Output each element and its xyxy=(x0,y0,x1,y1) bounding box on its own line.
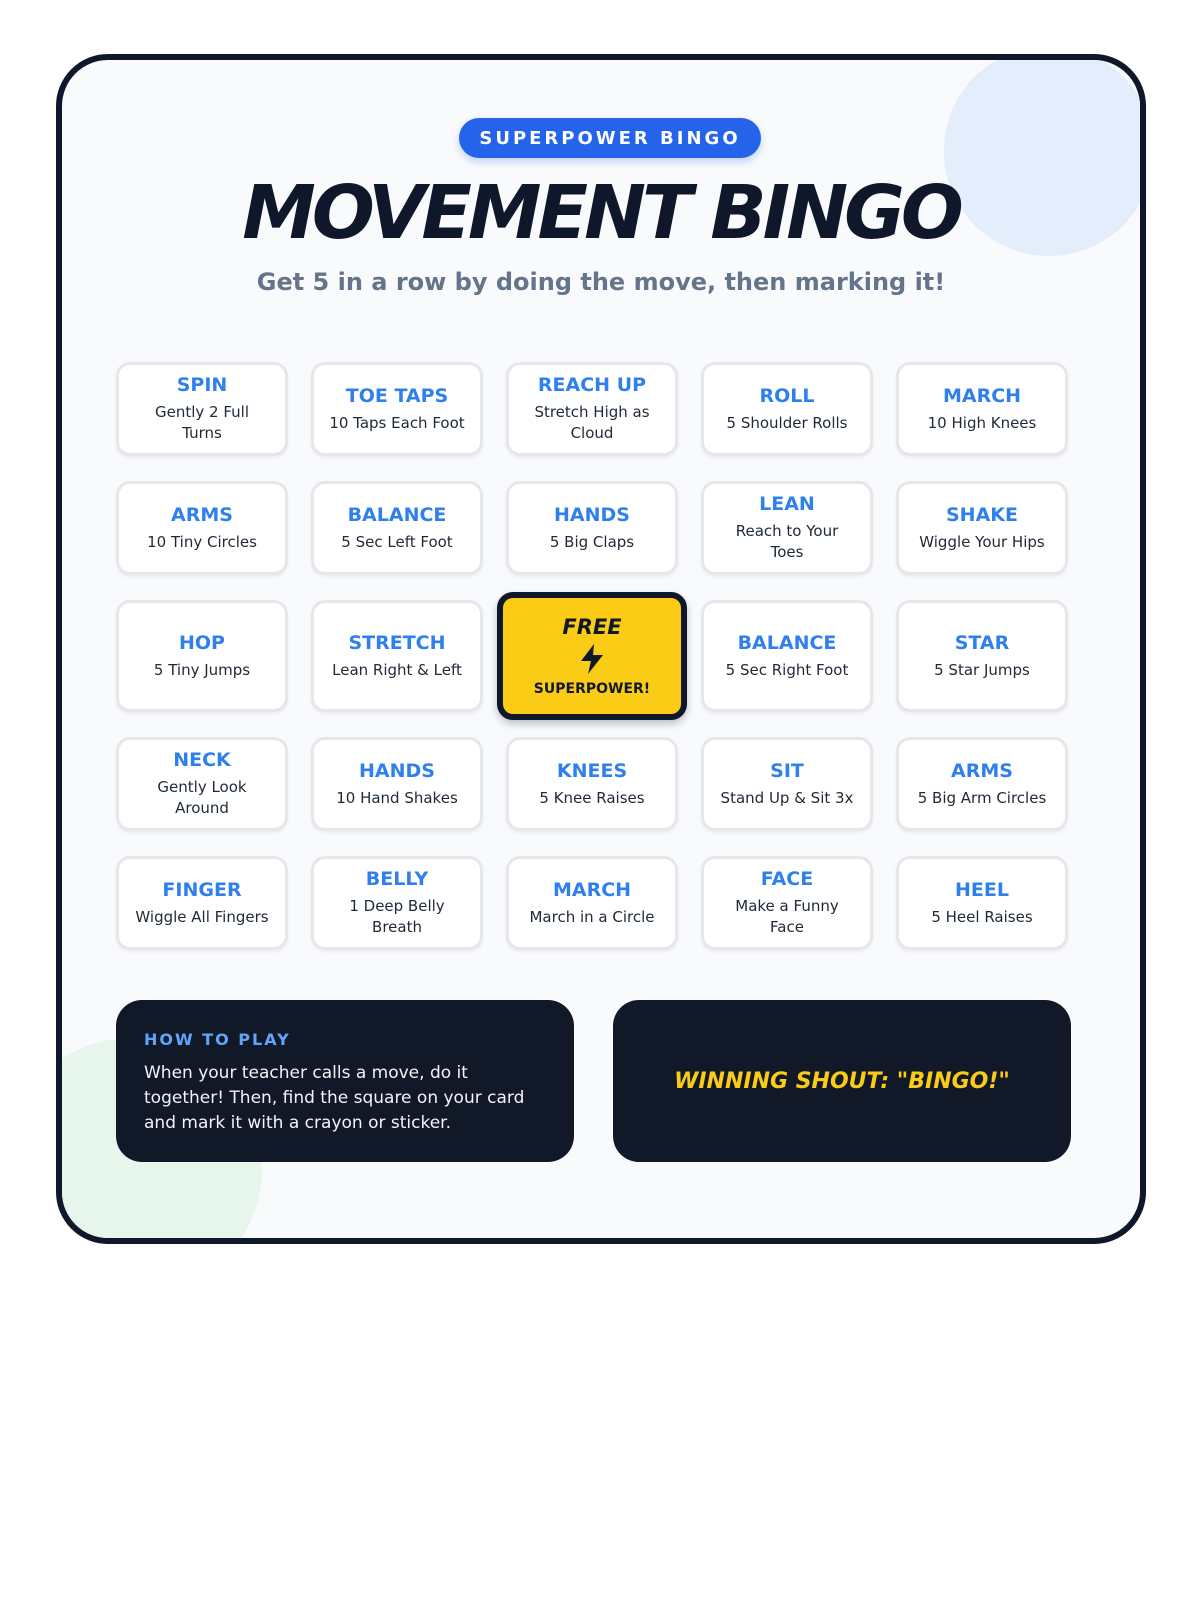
bingo-square-description: 10 Taps Each Foot xyxy=(329,413,465,432)
bingo-square[interactable] xyxy=(311,737,483,831)
bingo-square-title: KNEES xyxy=(556,759,628,782)
bingo-card xyxy=(56,54,1146,1244)
bingo-square-description: 10 Hand Shakes xyxy=(336,788,458,807)
bingo-square-description: Stand Up & Sit 3x xyxy=(720,788,854,807)
bingo-square-title: LEAN xyxy=(759,493,815,515)
bingo-square[interactable] xyxy=(116,737,288,831)
bingo-square[interactable] xyxy=(701,600,873,712)
lightning-bolt-icon xyxy=(578,643,606,679)
bingo-square[interactable] xyxy=(506,362,678,456)
bingo-square-description: 1 Deep Belly Breath xyxy=(349,897,445,936)
bingo-square-title: HOP xyxy=(179,631,225,654)
bingo-square-title: HEEL xyxy=(955,878,1009,901)
bingo-square-description: March in a Circle xyxy=(529,907,655,926)
bingo-square-description: 10 Tiny Circles xyxy=(147,532,257,551)
bingo-square[interactable] xyxy=(896,856,1068,950)
bingo-square[interactable] xyxy=(311,481,483,575)
bingo-square-title: HANDS xyxy=(359,759,435,782)
bingo-square-title: MARCH xyxy=(942,384,1022,407)
bingo-square[interactable] xyxy=(506,737,678,831)
bingo-square-description: Gently Look Around xyxy=(157,778,247,817)
bingo-square-description: Gently 2 Full Turns xyxy=(154,403,249,442)
bingo-square[interactable] xyxy=(506,481,678,575)
bingo-square-title: STRETCH xyxy=(348,631,446,654)
bingo-square-title: SIT xyxy=(770,759,804,782)
bingo-square-description: Reach to Your Toes xyxy=(735,522,839,561)
bingo-square-description: 5 Sec Right Foot xyxy=(725,660,849,679)
bingo-square[interactable] xyxy=(701,737,873,831)
bingo-square-title: BELLY xyxy=(365,868,429,890)
bingo-square[interactable] xyxy=(116,856,288,950)
bingo-square[interactable] xyxy=(311,600,483,712)
bingo-square-description: 5 Knee Raises xyxy=(539,788,645,807)
free-space-label: SUPERPOWER! xyxy=(533,681,651,697)
bingo-square-title: NECK xyxy=(173,749,231,771)
bingo-square-title: ARMS xyxy=(951,759,1013,782)
bingo-square-description: 5 Shoulder Rolls xyxy=(726,413,848,432)
bingo-square[interactable] xyxy=(116,600,288,712)
bingo-square-title: BALANCE xyxy=(737,631,837,654)
free-space-title: FREE xyxy=(562,615,622,639)
bingo-square-title: MARCH xyxy=(552,878,632,901)
bingo-square[interactable] xyxy=(896,737,1068,831)
bingo-square-title: SHAKE xyxy=(946,503,1018,526)
bingo-square-description: Stretch High as Cloud xyxy=(534,403,650,442)
bingo-square-description: Wiggle All Fingers xyxy=(135,907,269,926)
bingo-square[interactable] xyxy=(896,481,1068,575)
bingo-square-title: FINGER xyxy=(162,878,242,901)
bingo-square-title: ARMS xyxy=(171,503,233,526)
bingo-square-title: REACH UP xyxy=(537,374,647,396)
bingo-square[interactable] xyxy=(116,362,288,456)
bingo-square[interactable] xyxy=(701,481,873,575)
bingo-square-title: HANDS xyxy=(554,503,630,526)
bingo-square-description: 5 Star Jumps xyxy=(934,660,1030,679)
bingo-square-title: STAR xyxy=(954,631,1010,654)
bingo-square-description: 5 Big Arm Circles xyxy=(917,788,1047,807)
bingo-square-description: Lean Right & Left xyxy=(332,660,462,679)
bingo-square-description: 5 Sec Left Foot xyxy=(341,532,453,551)
winning-shout-panel xyxy=(613,1000,1071,1162)
free-space[interactable] xyxy=(497,592,687,720)
bingo-square[interactable] xyxy=(896,600,1068,712)
bingo-square-description: 5 Big Claps xyxy=(549,532,635,551)
bingo-square[interactable] xyxy=(311,362,483,456)
bingo-square[interactable] xyxy=(506,856,678,950)
superpower-badge: SUPERPOWER BINGO xyxy=(459,118,761,158)
bingo-square-description: Wiggle Your Hips xyxy=(919,532,1045,551)
page-title: MOVEMENT BINGO xyxy=(242,170,960,256)
bingo-square-description: 10 High Knees xyxy=(927,413,1037,432)
how-to-play-panel xyxy=(116,1000,574,1162)
bingo-square[interactable] xyxy=(311,856,483,950)
bingo-square-title: TOE TAPS xyxy=(345,384,449,407)
bingo-square-title: SPIN xyxy=(176,374,228,396)
bingo-square-title: ROLL xyxy=(759,384,815,407)
how-to-play-heading: HOW TO PLAY xyxy=(144,1030,291,1049)
bingo-square-title: BALANCE xyxy=(347,503,447,526)
bingo-square-description: Make a Funny Face xyxy=(735,897,839,936)
bingo-square-title: FACE xyxy=(760,868,814,890)
winning-shout-text: WINNING SHOUT: "BINGO!" xyxy=(674,1068,1010,1094)
bingo-square-description: 5 Tiny Jumps xyxy=(153,660,251,679)
bingo-square[interactable] xyxy=(116,481,288,575)
bingo-square[interactable] xyxy=(701,362,873,456)
bingo-square-description: 5 Heel Raises xyxy=(931,907,1033,926)
page-subtitle: Get 5 in a row by doing the move, then marking it! xyxy=(256,268,946,296)
how-to-play-text: When your teacher calls a move, do it together! Then, find the square on your card and mark it with a crayon or sticker. xyxy=(144,1063,525,1133)
bingo-square[interactable] xyxy=(701,856,873,950)
bingo-square[interactable] xyxy=(896,362,1068,456)
